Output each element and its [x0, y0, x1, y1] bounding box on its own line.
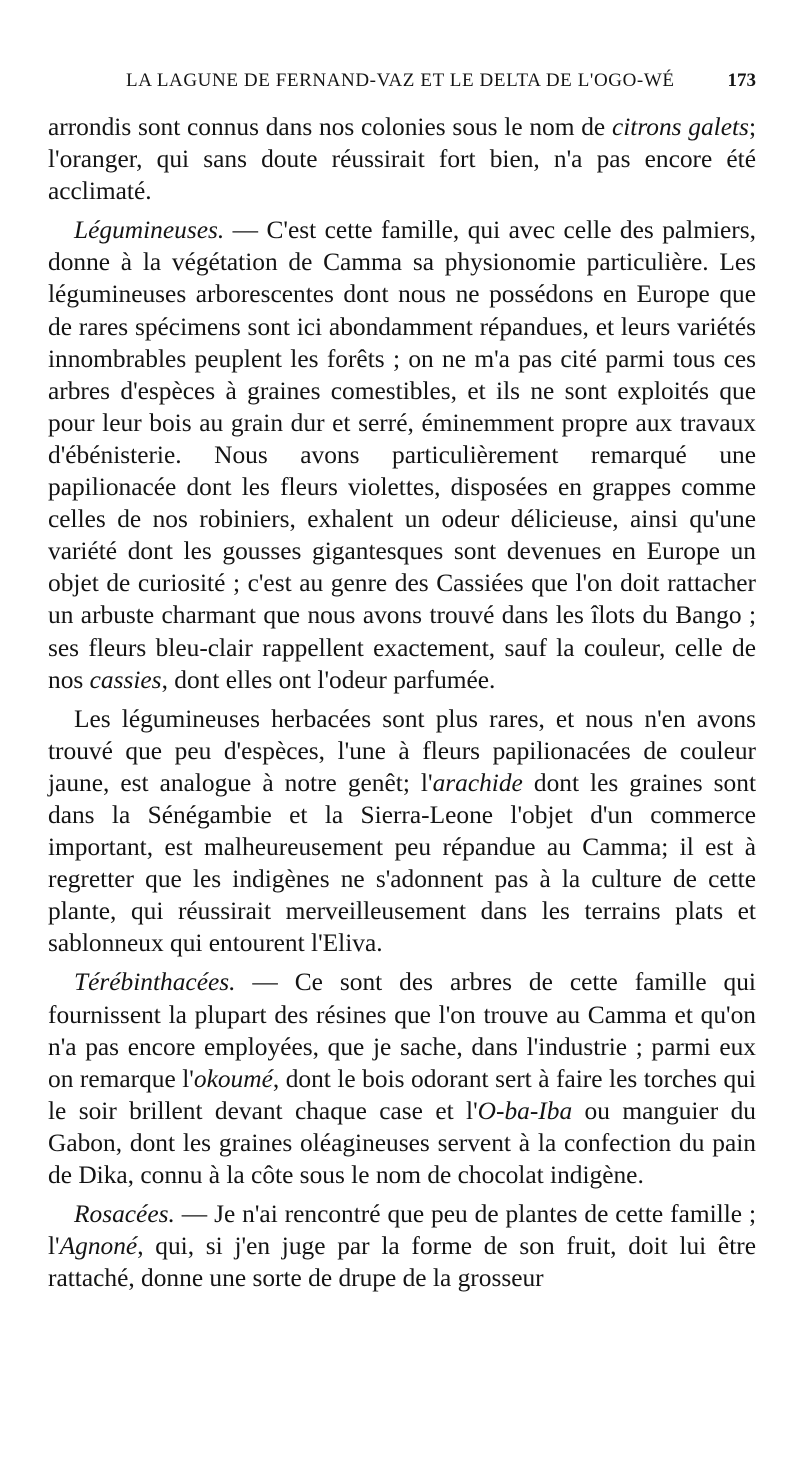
body-text	[48, 111, 756, 1294]
italic-term: okoumé	[193, 1064, 273, 1093]
italic-term: Agnoné	[59, 1232, 138, 1261]
italic-term: citrons galets	[611, 113, 749, 141]
text-run: , dont le bois odorant sert à faire les torches qui le soir brillent devant chaque case et l'	[48, 1064, 756, 1125]
text-run: arrondis sont connus dans nos colonies sous le nom de	[48, 113, 612, 141]
text-run: — Je n'ai rencontré que peu de plantes de cette famille ; l'	[48, 1200, 756, 1261]
text-run: ou manguier du Gabon, dont les graines oléagineuses servent à la confection du pain de Dika, connu à la côte sous le nom de chocolat indigène.	[48, 1096, 756, 1189]
book-page	[48, 70, 756, 1301]
text-run: — C'est cette famille, qui avec celle des palmiers, donne à la végétation de Camma sa physionomie particulière. Les légumineuses arborescentes dont nous ne possédons en Europe que de rares spécimens sont ici abondamment répandues, et leurs variétés innombrables peuplent les forêts ; on ne m'a pas cité parmi tous ces arbres d'espèces à graines comestibles, et ils ne sont exploités que pour leur bois au grain dur et serré, éminemment propre aux travaux d'ébénisterie. Nous avons particulièrement remarqué une papilionacée dont les fleurs violettes, disposées en grappes comme celles de nos robiniers, exhalent un odeur délicieuse, ainsi qu'une variété dont les gousses gigantesques sont devenues en Europe un objet de curiosité ; c'est au genre des Cassiées que l'on doit rattacher un arbuste charmant que nous avons trouvé dans les îlots du Bango ; ses fleurs bleu-clair rappellent exactement, sauf la couleur, celle de nos	[48, 216, 756, 694]
italic-term: Térébinthacées.	[74, 968, 236, 997]
paragraph	[48, 214, 756, 695]
italic-term: arachide	[432, 768, 523, 797]
italic-term: Rosacées.	[74, 1200, 175, 1229]
running-header	[48, 70, 756, 104]
text-run: — Ce sont des arbres de cette famille qui fournissent la plupart des résines que l'on trouve au Camma et qu'on n'a pas encore employées, que je sache, dans l'industrie ; parmi eux on remarque l'	[48, 968, 756, 1093]
text-run: Les légumineuses herbacées sont plus rares, et nous n'en avons trouvé que peu d'espèces, l'une à fleurs papilionacées de couleur jaune, est analogue à notre genêt; l'	[48, 704, 756, 797]
text-run: , dont elles ont l'odeur parfumée.	[161, 665, 496, 694]
page-number: 173	[727, 70, 756, 91]
paragraph	[48, 111, 756, 207]
italic-term: cassies	[89, 665, 162, 694]
paragraph	[48, 966, 756, 1191]
paragraph	[48, 703, 756, 960]
text-run: ; l'oranger, qui sans doute réussirait fort bien, n'a pas encore été acclimaté.	[48, 113, 756, 206]
text-run: dont les graines sont dans la Sénégambie et la Sierra-Leone l'objet d'un commerce important, est malheureusement peu répandue au Camma; il est à regretter que les indigènes ne s'adonnent pas à la culture de cette plante, qui réussirait merveilleusement dans les terrains plats et sablonneux qui entourent l'Eliva.	[48, 768, 756, 958]
text-run: , qui, si j'en juge par la forme de son fruit, doit lui être rattaché, donne une sorte de drupe de la grosseur	[48, 1232, 756, 1293]
italic-term: Légumineuses.	[74, 216, 225, 245]
paragraph	[48, 1198, 756, 1294]
italic-term: O-ba-Iba	[477, 1096, 573, 1125]
running-title: LA LAGUNE DE FERNAND-VAZ ET LE DELTA DE L'OGO-WÉ	[126, 70, 675, 91]
